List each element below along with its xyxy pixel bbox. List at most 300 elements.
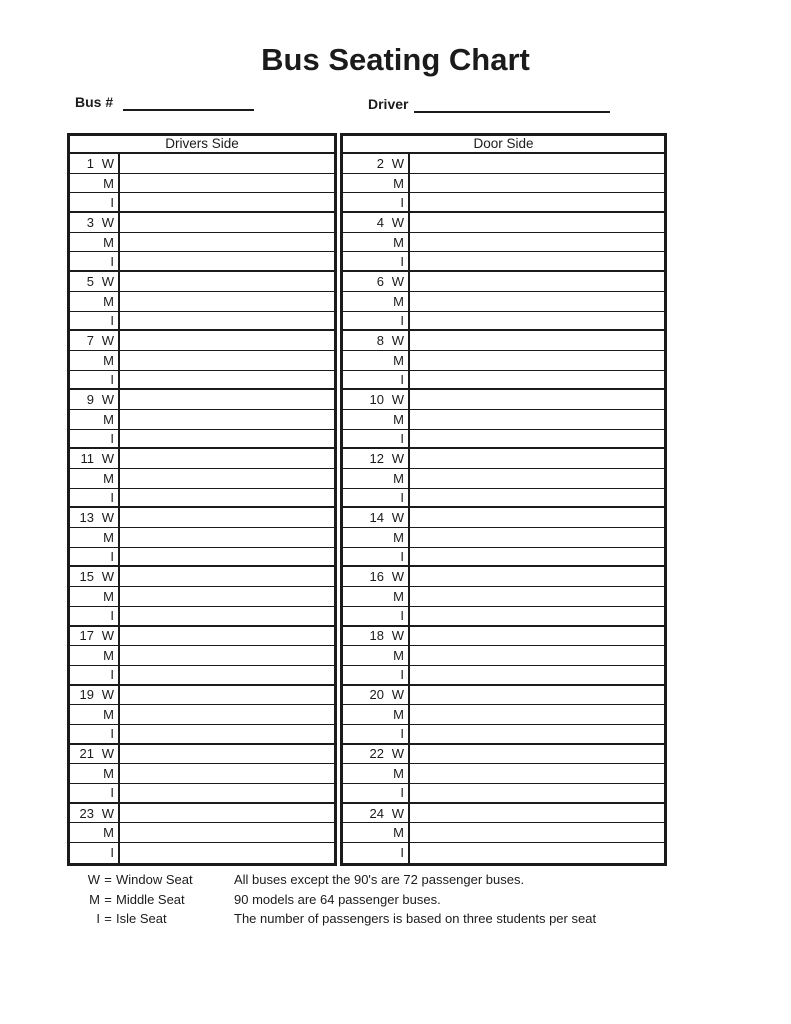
seat-entry-cell bbox=[410, 469, 664, 488]
seat-number: 19 bbox=[79, 687, 94, 703]
seat-letter: W bbox=[101, 510, 114, 526]
seat-letter: M bbox=[103, 707, 114, 723]
seat-label-cell bbox=[70, 567, 120, 586]
seat-letter: W bbox=[391, 746, 404, 762]
seat-label-cell bbox=[70, 154, 120, 173]
seat-entry-cell bbox=[410, 371, 664, 389]
legend-label: Middle Seat bbox=[116, 891, 185, 907]
seat-row bbox=[70, 233, 334, 253]
seat-row bbox=[70, 449, 334, 469]
seat-label-cell bbox=[343, 666, 410, 684]
seat-label-cell bbox=[70, 469, 120, 488]
seat-number: 17 bbox=[79, 628, 94, 644]
seat-entry-cell bbox=[410, 390, 664, 409]
seat-row bbox=[343, 823, 664, 843]
seat-entry-cell bbox=[120, 548, 334, 566]
seat-entry-cell bbox=[120, 764, 334, 783]
legend-equals: = bbox=[104, 911, 112, 926]
seat-entry-cell bbox=[410, 410, 664, 429]
drivers-side-header: Drivers Side bbox=[70, 136, 334, 154]
seat-letter: W bbox=[101, 214, 114, 230]
seat-letter: M bbox=[103, 293, 114, 309]
seat-letter: M bbox=[103, 352, 114, 368]
seat-label-cell bbox=[70, 587, 120, 606]
seat-entry-cell bbox=[410, 548, 664, 566]
driver-label: Driver bbox=[368, 96, 409, 112]
seat-letter: W bbox=[101, 687, 114, 703]
seat-label-cell bbox=[70, 627, 120, 646]
seat-letter: W bbox=[101, 628, 114, 644]
seat-label-cell bbox=[70, 430, 120, 448]
seat-label-cell bbox=[70, 233, 120, 252]
seat-row bbox=[70, 823, 334, 843]
seat-row bbox=[70, 430, 334, 450]
seat-letter: I bbox=[400, 430, 404, 446]
seat-number: 22 bbox=[369, 746, 384, 762]
seat-entry-cell bbox=[120, 489, 334, 507]
seat-letter: W bbox=[101, 805, 114, 821]
seat-row bbox=[343, 351, 664, 371]
seat-letter: W bbox=[101, 451, 114, 467]
seat-letter: I bbox=[110, 667, 114, 683]
seat-entry-cell bbox=[410, 213, 664, 232]
seat-letter: W bbox=[391, 628, 404, 644]
seat-entry-cell bbox=[410, 174, 664, 193]
seat-row bbox=[343, 804, 664, 824]
drivers-side-rows bbox=[70, 154, 334, 863]
seat-entry-cell bbox=[410, 686, 664, 705]
seat-label-cell bbox=[70, 725, 120, 743]
seat-label-cell bbox=[70, 410, 120, 429]
seat-entry-cell bbox=[410, 784, 664, 802]
door-side-table bbox=[340, 133, 667, 866]
seat-entry-cell bbox=[120, 804, 334, 823]
seat-entry-cell bbox=[410, 292, 664, 311]
seat-entry-cell bbox=[120, 252, 334, 270]
legend-note: The number of passengers is based on three students per seat bbox=[234, 911, 597, 926]
legend-label: Window Seat bbox=[116, 872, 193, 887]
seat-label-cell bbox=[70, 804, 120, 823]
seat-row bbox=[70, 725, 334, 745]
seat-entry-cell bbox=[120, 371, 334, 389]
seat-label-cell bbox=[70, 705, 120, 724]
seat-entry-cell bbox=[120, 430, 334, 448]
seat-number: 6 bbox=[376, 273, 384, 289]
seat-entry-cell bbox=[120, 331, 334, 350]
seat-label-cell bbox=[343, 351, 410, 370]
seat-entry-cell bbox=[410, 430, 664, 448]
seat-row bbox=[70, 351, 334, 371]
seat-entry-cell bbox=[410, 646, 664, 665]
seat-entry-cell bbox=[410, 449, 664, 468]
seat-row bbox=[343, 410, 664, 430]
seat-row bbox=[70, 764, 334, 784]
seat-row bbox=[70, 410, 334, 430]
seat-letter: I bbox=[400, 253, 404, 269]
bus-number-field bbox=[75, 94, 254, 111]
seat-label-cell bbox=[343, 784, 410, 802]
seat-label-cell bbox=[343, 331, 410, 350]
seat-label-cell bbox=[343, 410, 410, 429]
seat-label-cell bbox=[70, 272, 120, 291]
seat-label-cell bbox=[343, 489, 410, 507]
seat-letter: I bbox=[110, 608, 114, 624]
seat-row bbox=[343, 213, 664, 233]
seat-letter: W bbox=[391, 273, 404, 289]
seat-letter: M bbox=[393, 293, 404, 309]
seat-letter: W bbox=[101, 273, 114, 289]
seat-row bbox=[343, 174, 664, 194]
seat-label-cell bbox=[343, 548, 410, 566]
seat-row bbox=[343, 784, 664, 804]
seat-entry-cell bbox=[120, 646, 334, 665]
seat-label-cell bbox=[70, 312, 120, 330]
seat-letter: I bbox=[110, 845, 114, 861]
seat-letter: M bbox=[393, 529, 404, 545]
seat-entry-cell bbox=[120, 312, 334, 330]
seat-number: 14 bbox=[369, 510, 384, 526]
seat-number: 8 bbox=[376, 333, 384, 349]
seat-entry-cell bbox=[410, 587, 664, 606]
seat-entry-cell bbox=[410, 193, 664, 211]
legend-equals: = bbox=[104, 872, 112, 887]
seat-row bbox=[70, 508, 334, 528]
seat-label-cell bbox=[343, 607, 410, 625]
seat-number: 5 bbox=[86, 273, 94, 289]
seat-label-cell bbox=[343, 528, 410, 547]
legend-label: Isle Seat bbox=[116, 911, 167, 926]
seat-row bbox=[343, 312, 664, 332]
seat-letter: W bbox=[391, 510, 404, 526]
seat-number: 23 bbox=[79, 805, 94, 821]
seat-entry-cell bbox=[410, 331, 664, 350]
seat-entry-cell bbox=[120, 784, 334, 802]
seat-entry-cell bbox=[120, 390, 334, 409]
seat-letter: M bbox=[393, 411, 404, 427]
seat-label-cell bbox=[70, 371, 120, 389]
seat-row bbox=[343, 430, 664, 450]
seat-entry-cell bbox=[120, 469, 334, 488]
seat-number: 3 bbox=[86, 214, 94, 230]
seat-label-cell bbox=[343, 193, 410, 211]
seat-row bbox=[343, 548, 664, 568]
seat-row bbox=[70, 331, 334, 351]
seat-entry-cell bbox=[120, 705, 334, 724]
seat-label-cell bbox=[343, 233, 410, 252]
seat-row bbox=[70, 489, 334, 509]
seat-label-cell bbox=[343, 449, 410, 468]
seat-row bbox=[70, 745, 334, 765]
driver-blank-line bbox=[414, 98, 610, 113]
seat-row bbox=[343, 843, 664, 863]
seat-entry-cell bbox=[120, 607, 334, 625]
seat-letter: W bbox=[391, 155, 404, 171]
seat-label-cell bbox=[343, 292, 410, 311]
seat-entry-cell bbox=[120, 154, 334, 173]
seat-label-cell bbox=[70, 548, 120, 566]
seat-label-cell bbox=[343, 371, 410, 389]
legend bbox=[67, 872, 596, 931]
seat-entry-cell bbox=[120, 508, 334, 527]
seat-number: 10 bbox=[369, 392, 384, 408]
seat-entry-cell bbox=[410, 233, 664, 252]
seat-label-cell bbox=[70, 489, 120, 507]
seat-number: 7 bbox=[86, 333, 94, 349]
seat-letter: M bbox=[103, 234, 114, 250]
seat-label-cell bbox=[70, 686, 120, 705]
seat-entry-cell bbox=[120, 449, 334, 468]
seat-number: 2 bbox=[376, 155, 384, 171]
seat-letter: M bbox=[103, 766, 114, 782]
seat-row bbox=[70, 252, 334, 272]
legend-key: W bbox=[87, 872, 100, 887]
seat-row bbox=[70, 292, 334, 312]
seat-letter: I bbox=[110, 430, 114, 446]
seat-number: 18 bbox=[369, 628, 384, 644]
seat-number: 9 bbox=[86, 392, 94, 408]
seat-label-cell bbox=[343, 430, 410, 448]
legend-note: 90 models are 64 passenger buses. bbox=[234, 891, 441, 907]
seat-letter: M bbox=[393, 648, 404, 664]
seat-entry-cell bbox=[410, 154, 664, 173]
seat-entry-cell bbox=[120, 686, 334, 705]
seat-row bbox=[343, 252, 664, 272]
seat-row bbox=[343, 705, 664, 725]
seat-row bbox=[70, 705, 334, 725]
seat-label-cell bbox=[70, 528, 120, 547]
seat-entry-cell bbox=[120, 627, 334, 646]
seat-label-cell bbox=[343, 725, 410, 743]
seat-letter: M bbox=[103, 648, 114, 664]
seat-label-cell bbox=[70, 784, 120, 802]
seat-entry-cell bbox=[410, 764, 664, 783]
seat-letter: W bbox=[101, 392, 114, 408]
seat-row bbox=[343, 390, 664, 410]
seat-number: 12 bbox=[369, 451, 384, 467]
seat-entry-cell bbox=[120, 823, 334, 842]
seat-label-cell bbox=[343, 627, 410, 646]
seat-number: 20 bbox=[369, 687, 384, 703]
seat-row bbox=[343, 331, 664, 351]
seat-row bbox=[343, 528, 664, 548]
seat-label-cell bbox=[343, 823, 410, 842]
seat-row bbox=[70, 646, 334, 666]
seat-label-cell bbox=[70, 331, 120, 350]
drivers-side-table bbox=[67, 133, 337, 866]
seat-entry-cell bbox=[120, 233, 334, 252]
seat-letter: M bbox=[393, 352, 404, 368]
seat-letter: M bbox=[103, 588, 114, 604]
seat-number: 11 bbox=[80, 451, 94, 467]
seat-letter: M bbox=[393, 707, 404, 723]
seat-row bbox=[70, 784, 334, 804]
legend-key: I bbox=[96, 911, 100, 926]
seat-letter: I bbox=[110, 312, 114, 328]
seat-letter: I bbox=[400, 726, 404, 742]
seat-row bbox=[70, 213, 334, 233]
door-side-header: Door Side bbox=[343, 136, 664, 154]
legend-item bbox=[67, 892, 596, 912]
seat-letter: I bbox=[110, 194, 114, 210]
seat-letter: I bbox=[400, 667, 404, 683]
seat-entry-cell bbox=[410, 252, 664, 270]
seat-letter: W bbox=[391, 392, 404, 408]
seat-entry-cell bbox=[410, 745, 664, 764]
seat-letter: W bbox=[391, 214, 404, 230]
seat-label-cell bbox=[343, 764, 410, 783]
seat-letter: I bbox=[400, 845, 404, 861]
legend-key: M bbox=[89, 891, 100, 907]
seat-label-cell bbox=[70, 843, 120, 863]
seat-row bbox=[343, 725, 664, 745]
seat-row bbox=[70, 686, 334, 706]
seat-row bbox=[70, 548, 334, 568]
seat-label-cell bbox=[343, 686, 410, 705]
bus-number-label: Bus # bbox=[75, 94, 114, 110]
seat-entry-cell bbox=[120, 351, 334, 370]
header-fields bbox=[0, 94, 791, 118]
seat-row bbox=[343, 686, 664, 706]
seat-entry-cell bbox=[120, 587, 334, 606]
seat-number: 13 bbox=[79, 510, 94, 526]
seat-entry-cell bbox=[410, 627, 664, 646]
seat-row bbox=[343, 646, 664, 666]
seat-letter: I bbox=[110, 371, 114, 387]
seat-label-cell bbox=[343, 646, 410, 665]
seat-number: 15 bbox=[79, 569, 94, 585]
seat-entry-cell bbox=[410, 607, 664, 625]
seat-letter: I bbox=[400, 490, 404, 506]
seat-label-cell bbox=[343, 390, 410, 409]
legend-equals: = bbox=[104, 891, 112, 907]
seat-label-cell bbox=[70, 508, 120, 527]
seat-row bbox=[343, 469, 664, 489]
seat-label-cell bbox=[70, 607, 120, 625]
seat-letter: I bbox=[400, 549, 404, 565]
seat-entry-cell bbox=[120, 272, 334, 291]
seat-letter: I bbox=[110, 253, 114, 269]
seat-entry-cell bbox=[410, 351, 664, 370]
seat-entry-cell bbox=[410, 666, 664, 684]
legend-note: All buses except the 90's are 72 passenger buses. bbox=[234, 872, 525, 887]
seat-label-cell bbox=[70, 292, 120, 311]
seat-entry-cell bbox=[410, 725, 664, 743]
seat-row bbox=[70, 193, 334, 213]
seat-label-cell bbox=[70, 213, 120, 232]
seat-label-cell bbox=[343, 705, 410, 724]
seat-label-cell bbox=[70, 390, 120, 409]
seat-label-cell bbox=[343, 745, 410, 764]
seat-row bbox=[343, 233, 664, 253]
seat-row bbox=[343, 489, 664, 509]
seat-label-cell bbox=[70, 646, 120, 665]
seat-label-cell bbox=[343, 587, 410, 606]
seat-row bbox=[70, 607, 334, 627]
seat-label-cell bbox=[70, 745, 120, 764]
seat-entry-cell bbox=[120, 725, 334, 743]
seat-row bbox=[343, 449, 664, 469]
seat-entry-cell bbox=[120, 843, 334, 863]
seat-row bbox=[343, 764, 664, 784]
seat-label-cell bbox=[343, 252, 410, 270]
seat-letter: M bbox=[393, 588, 404, 604]
seat-entry-cell bbox=[410, 528, 664, 547]
seat-letter: W bbox=[101, 155, 114, 171]
seat-row bbox=[343, 272, 664, 292]
seat-row bbox=[343, 627, 664, 647]
seat-row bbox=[70, 627, 334, 647]
seat-entry-cell bbox=[120, 292, 334, 311]
seat-letter: M bbox=[393, 234, 404, 250]
seat-letter: I bbox=[400, 371, 404, 387]
seat-letter: I bbox=[110, 726, 114, 742]
seat-entry-cell bbox=[120, 193, 334, 211]
seat-letter: M bbox=[103, 411, 114, 427]
seat-letter: M bbox=[103, 825, 114, 841]
seat-entry-cell bbox=[120, 745, 334, 764]
seat-label-cell bbox=[343, 272, 410, 291]
seat-row bbox=[70, 666, 334, 686]
seat-number: 24 bbox=[369, 805, 384, 821]
seat-number: 1 bbox=[86, 155, 94, 171]
seat-letter: W bbox=[391, 333, 404, 349]
legend-item bbox=[67, 872, 596, 892]
seat-entry-cell bbox=[120, 567, 334, 586]
seat-row bbox=[70, 804, 334, 824]
seat-letter: W bbox=[101, 746, 114, 762]
seat-entry-cell bbox=[120, 666, 334, 684]
seat-letter: M bbox=[103, 529, 114, 545]
driver-field bbox=[368, 96, 610, 113]
seat-letter: W bbox=[101, 569, 114, 585]
seat-label-cell bbox=[343, 804, 410, 823]
seat-row bbox=[70, 587, 334, 607]
seat-row bbox=[70, 843, 334, 863]
seat-letter: M bbox=[103, 175, 114, 191]
seat-row bbox=[343, 371, 664, 391]
seat-entry-cell bbox=[410, 508, 664, 527]
door-side-rows bbox=[343, 154, 664, 863]
seat-letter: I bbox=[400, 194, 404, 210]
seat-entry-cell bbox=[410, 843, 664, 863]
seat-label-cell bbox=[343, 312, 410, 330]
seat-row bbox=[343, 745, 664, 765]
seat-row bbox=[70, 567, 334, 587]
seat-label-cell bbox=[70, 449, 120, 468]
seat-entry-cell bbox=[410, 705, 664, 724]
seat-label-cell bbox=[70, 193, 120, 211]
seat-row bbox=[343, 567, 664, 587]
seat-letter: M bbox=[393, 825, 404, 841]
seat-letter: M bbox=[393, 175, 404, 191]
seat-label-cell bbox=[343, 154, 410, 173]
seat-letter: W bbox=[391, 687, 404, 703]
seat-row bbox=[70, 390, 334, 410]
seat-row bbox=[343, 508, 664, 528]
seat-letter: W bbox=[391, 805, 404, 821]
seat-entry-cell bbox=[410, 823, 664, 842]
seat-label-cell bbox=[70, 174, 120, 193]
seat-row bbox=[70, 528, 334, 548]
seat-letter: I bbox=[400, 312, 404, 328]
seat-entry-cell bbox=[410, 489, 664, 507]
seat-row bbox=[343, 666, 664, 686]
seat-entry-cell bbox=[410, 804, 664, 823]
seat-row bbox=[70, 174, 334, 194]
seating-chart bbox=[67, 133, 667, 866]
seat-letter: W bbox=[391, 569, 404, 585]
seat-label-cell bbox=[70, 666, 120, 684]
